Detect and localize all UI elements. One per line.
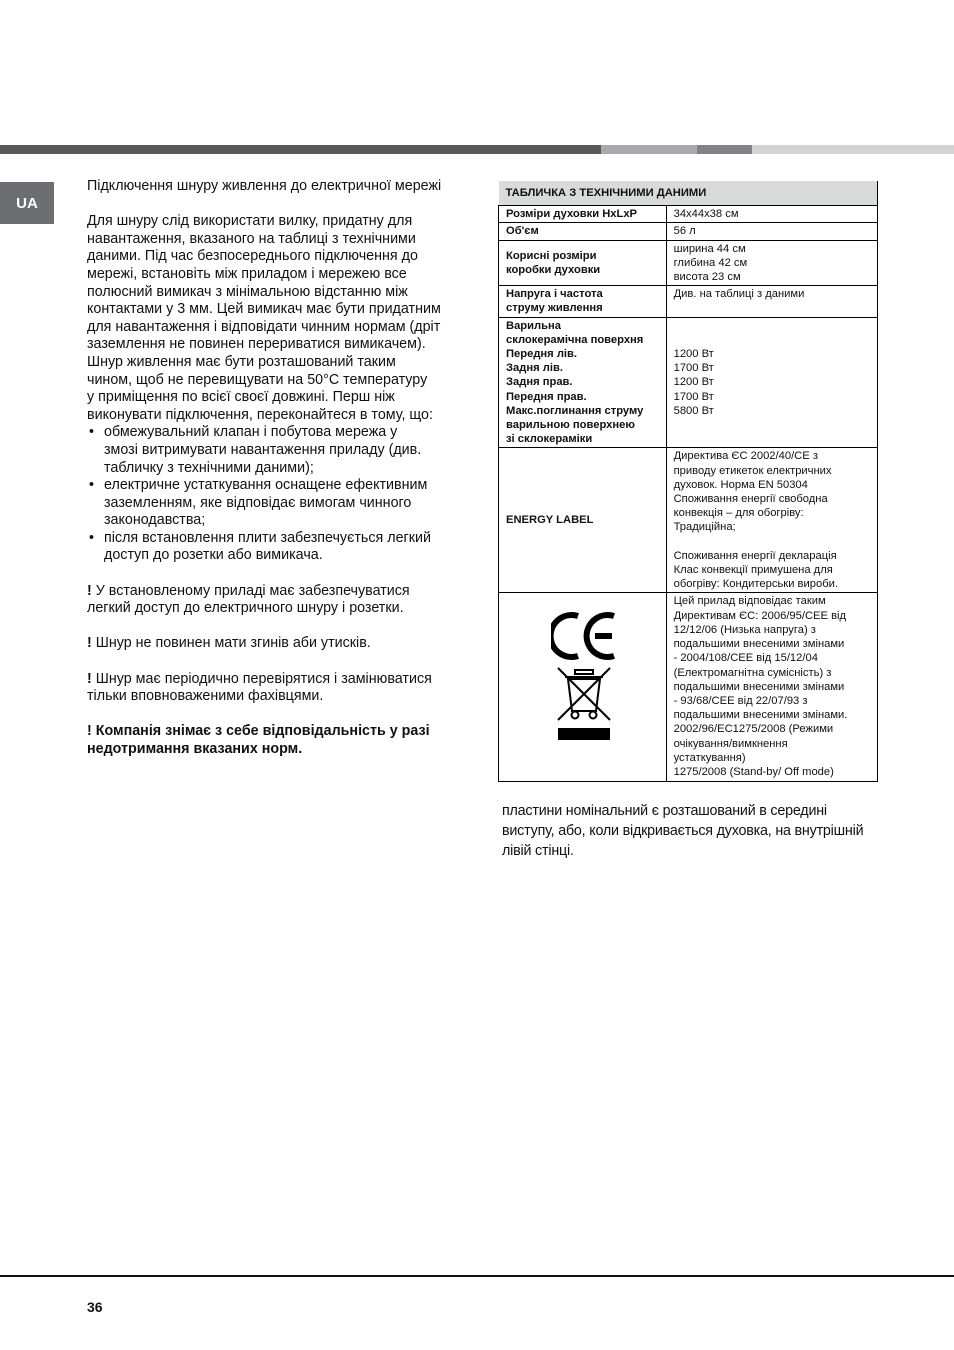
hob-label: Варильна склокерамічна поверхня Передня лів. Задня лів. Задня прав. Передня прав. Макс.поглинання струму варильною поверхнею зі склокераміки	[499, 317, 667, 448]
intro-paragraph: Для шнуру слід використати вилку, придатну для навантаження, вказаного на таблиці з технічними даними. Під час безпосереднього підключення до мережі, встановіть між приладом і мережею все полюсний вимикач з мінімальною відстанню між контактами у 3 мм. Цей вимикач має бути придатним для навантаження і відповідати чинним нормам (дріт заземлення не повинен перериватися вимикачем). Шнур живлення має бути розташований таким чином, щоб не перевищувати на 50°C температуру у приміщення по всієї своєї довжині. Перш ніж виконувати підключення, переконайтеся в тому, що:	[87, 213, 441, 423]
warning-icon: !	[87, 670, 92, 687]
section-title: Підключення шнуру живлення до електричної мережі	[87, 178, 442, 194]
hob-value: 1200 Вт 1700 Вт 1200 Вт 1700 Вт 5800 Вт	[666, 317, 877, 448]
energy-value: Директива ЄС 2002/40/CE з приводу етикеток електричних духовок. Норма EN 50304 Споживання енергії свободна конвекція – для обогріву: Традиційна; Споживання енергії декларація Клас конвекції примушена для обогріву: Кондитерськи вироби.	[666, 448, 877, 593]
energy-label: ENERGY LABEL	[499, 448, 667, 593]
warning-access: ! У встановленому приладі має забезпечуватися легкий доступ до електричного шнуру і розетки.	[87, 582, 410, 617]
table-header-row	[499, 181, 878, 206]
header-bar-segment	[697, 145, 752, 154]
header-bar-segment	[0, 145, 601, 154]
requirements-list	[87, 424, 472, 565]
voltage-label: Напруга і частота струму живлення	[499, 286, 667, 317]
header-bar-segment	[752, 145, 954, 154]
rating-plate-note: пластини номінальний є розташований в середині виступу, або, коли відкривається духовка, на внутрішній лівій стінці.	[502, 803, 864, 859]
list-item: • обмежувальний клапан і побутова мережа у змозі витримувати навантаження приладу (див. табличку з технічними даними);	[87, 424, 472, 477]
list-item: • електричне устаткування оснащене ефективним заземленням, яке відповідає вимогам чинного законодавства;	[87, 477, 472, 530]
warning-inspection: ! Шнур має періодично перевірятися і замінюватися тільки вповноваженими фахівцями.	[87, 670, 432, 705]
table-title: ТАБЛИЧКА З ТЕХНІЧНИМИ ДАНИМИ	[499, 181, 878, 206]
box-value: ширина 44 см глибина 42 см висота 23 см	[666, 240, 877, 286]
left-column	[87, 178, 472, 759]
list-item: • після встановлення плити забезпечується легкий доступ до розетки або вимикача.	[87, 530, 472, 565]
table-row	[499, 223, 878, 240]
warning-icon: !	[87, 635, 92, 652]
ce-mark-icon	[551, 610, 619, 662]
weee-bin-icon	[557, 666, 611, 766]
language-tab: UA	[0, 182, 54, 224]
footer-rule	[0, 1275, 954, 1277]
dims-label: Розміри духовки HxLxP	[499, 206, 667, 223]
page-number: 36	[87, 1299, 103, 1315]
compliance-marks	[499, 593, 667, 782]
table-row	[499, 448, 878, 593]
ce-value: Цей прилад відповідає таким Директивам ЄС: 2006/95/CEE від 12/12/06 (Низька напруга) з подальшими внесеними змінами - 2004/108/CEE від 15/12/04 (Електромагнітна сумісність) з подальшими внесеними змінами - 93/68/CEE від 22/07/93 з подальшими внесеними змінами. 2002/96/EC1275/2008 (Режими очікування/вимкнення устаткування) 1275/2008 (Stand-by/ Off mode)	[666, 593, 877, 782]
volume-label: Об'єм	[499, 223, 667, 240]
table-row	[499, 206, 878, 223]
header-bar	[0, 145, 954, 154]
volume-value: 56 л	[666, 223, 877, 240]
warning-liability: ! Компанія знімає з себе відповідальність у разі недотримання вказаних норм.	[87, 723, 430, 757]
table-row	[499, 593, 878, 782]
warning-icon: !	[87, 723, 92, 740]
table-row	[499, 317, 878, 448]
warning-icon: !	[87, 582, 92, 599]
technical-data-table	[498, 181, 878, 782]
table-row	[499, 240, 878, 286]
table-row	[499, 286, 878, 317]
box-label: Корисні розміри коробки духовки	[499, 240, 667, 286]
warning-cord: ! Шнур не повинен мати згинів аби утисків.	[87, 635, 371, 652]
dims-value: 34x44x38 см	[666, 206, 877, 223]
voltage-value: Див. на таблиці з даними	[666, 286, 877, 317]
header-bar-segment	[601, 145, 697, 154]
